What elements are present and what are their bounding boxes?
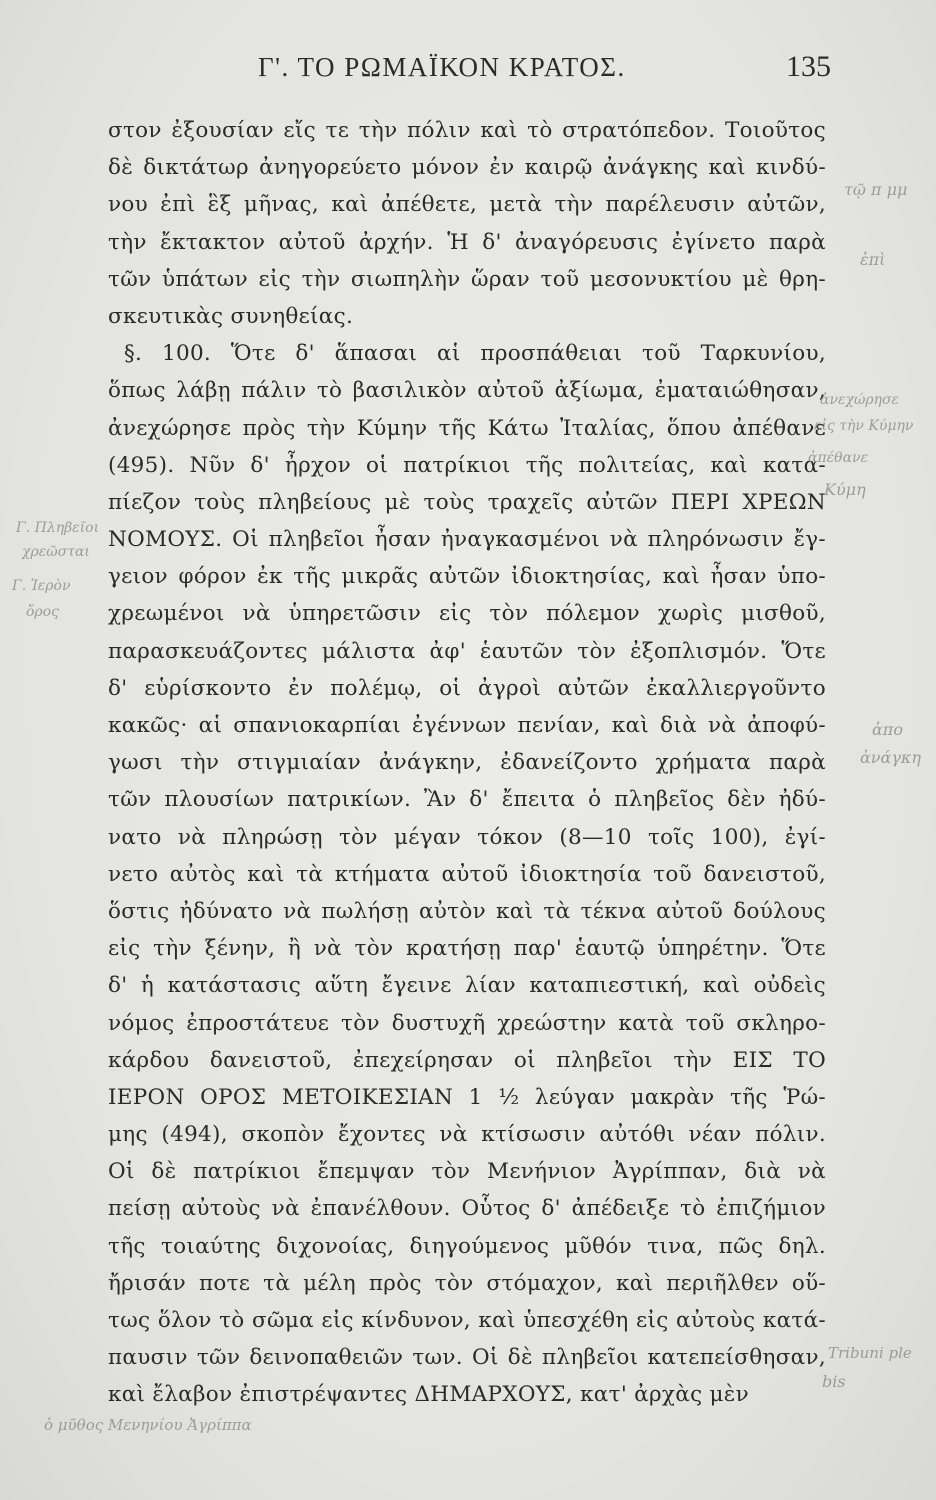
text-line: νετο αὐτὸς καὶ τὰ κτήματα αὐτοῦ ἰδιοκτησία τοῦ δανειστοῦ, [108,861,826,887]
text-line: τῶν πλουσίων πατρικίων. Ἂν δ' ἔπειτα ὁ πληβεῖος δὲν ἠδύ- [108,787,826,813]
text-line: δ' ἡ κατάστασις αὕτη ἔγεινε λίαν καταπιεστική, καὶ οὐδεὶς [108,973,826,999]
text-line: παρασκευάζοντες μάλιστα ἀφ' ἑαυτῶν τὸν ἐξοπλισμόν. Ὅτε [108,638,826,664]
page-number: 135 [786,50,831,83]
left-margin-notes [0,0,110,1500]
margin-note: Tribuni ple [828,1344,912,1362]
text-line: ὅστις ἠδύνατο νὰ πωλήσῃ αὐτὸν καὶ τὰ τέκνα αὐτοῦ δούλους [108,898,826,924]
margin-note: ἐπὶ [860,250,886,269]
page-header [0,52,936,102]
text-line: μης (494), σκοπὸν ἔχοντες νὰ κτίσωσιν αὐτόθι νέαν πόλιν. [108,1122,826,1148]
text-line: ΝΟΜΟΥΣ. Οἱ πληβεῖοι ἦσαν ἠναγκασμένοι νὰ πληρόνωσιν ἔγ- [108,527,826,553]
margin-note: ἀπο [872,720,903,739]
text-line: τῶν ὑπάτων εἰς τὴν σιωπηλὴν ὥραν τοῦ μεσονυκτίου μὲ θρη- [108,266,826,292]
text-line: πείσῃ αὐτοὺς νὰ ἐπανέλθουν. Οὗτος δ' ἀπέδειξε τὸ ἐπιζήμιον [108,1196,826,1222]
text-line: νου ἐπὶ ἓξ μῆνας, καὶ ἀπέθετε, μετὰ τὴν παρέλευσιν αὐτῶν, [108,192,826,218]
margin-note: χρεῶσται [22,544,90,560]
body-text [108,112,826,1414]
margin-note: τῷ π μμ [844,180,908,199]
text-line: κακῶς· αἱ σπανιοκαρπίαι ἐγέννων πενίαν, καὶ διὰ νὰ ἀποφύ- [108,713,826,738]
text-line: τῆς τοιαύτης διχονοίας, διηγούμενος μῦθόν τινα, πῶς δηλ. [108,1233,826,1259]
text-line: (495). Νῦν δ' ἦρχον οἱ πατρίκιοι τῆς πολιτείας, καὶ κατα- [108,452,826,478]
margin-note: ἀνάγκη [860,748,921,767]
text-line: ΙΕΡΟΝ ΟΡΟΣ ΜΕΤΟΙΚΕΣΙΑΝ 1 ½ λεύγαν μακρὰν τῆς Ῥώ- [108,1084,826,1110]
text-line: σκευτικὰς συνηθείας. [108,303,354,329]
margin-note: ὄρος [26,604,59,620]
text-line: παυσιν τῶν δεινοπαθειῶν των. Οἱ δὲ πληβεῖοι κατεπείσθησαν, [108,1345,826,1371]
text-line: γωσι τὴν στιγμιαίαν ἀνάγκην, ἐδανείζοντο χρήματα παρὰ [108,750,826,776]
margin-note: εἰς τὴν Κύμην [814,418,914,434]
text-line: ἤρισάν ποτε τὰ μέλη πρὸς τὸν στόμαχον, καὶ περιῆλθεν οὕ- [108,1270,826,1296]
text-line: νατο νὰ πληρώσῃ τὸν μέγαν τόκον (8—10 τοῖς 100), ἐγί- [108,824,826,850]
text-line: τως ὅλον τὸ σῶμα εἰς κίνδυνον, καὶ ὑπεσχέθη εἰς αὐτοὺς κατά- [108,1308,826,1333]
text-line: §. 100. Ὅτε δ' ἅπασαι αἱ προσπάθειαι τοῦ Ταρκυνίου, [124,341,826,367]
text-line: δ' εὑρίσκοντο ἐν πολέμῳ, οἱ ἀγροὶ αὐτῶν ἐκαλλιεργοῦντο [108,675,826,701]
text-line: ὅπως λάβῃ πάλιν τὸ βασιλικὸν αὐτοῦ ἀξίωμα, ἐματαιώθησαν, [108,378,826,404]
bottom-margin-note-area [0,1400,936,1460]
text-line: νόμος ἐπροστάτευε τὸν δυστυχῆ χρεώστην κατὰ τοῦ σκληρο- [108,1010,826,1036]
text-line: εἰς τὴν ξένην, ἢ νὰ τὸν κρατήσῃ παρ' ἑαυτῷ ὑπηρέτην. Ὅτε [108,936,826,962]
margin-note: ἀνεχώρησε [820,392,900,408]
margin-note: Γ. Ἱερὸν [12,578,71,594]
text-line: κάρδου δανειστοῦ, ἐπεχείρησαν οἱ πληβεῖοι τὴν ΕΙΣ ΤΟ [108,1047,826,1073]
right-margin-notes [800,0,936,1500]
text-line: Οἱ δὲ πατρίκιοι ἔπεμψαν τὸν Μενήνιον Ἀγρίππαν, διὰ νὰ [108,1159,826,1185]
text-line: στον ἐξουσίαν εἴς τε τὴν πόλιν καὶ τὸ στρατόπεδον. Τοιοῦτος [108,118,826,143]
margin-note: Κύμη [824,480,866,499]
text-line: ἀνεχώρησε πρὸς τὴν Κύμην τῆς Κάτω Ἰταλίας, ὅπου ἀπέθανε [108,415,826,441]
text-line: καὶ ἔλαβον ἐπιστρέψαντες ΔΗΜΑΡΧΟΥΣ, κατ' ἀρχὰς μὲν [108,1382,750,1408]
margin-note: bis [822,1372,846,1391]
margin-note: Γ. Πληβεῖοι [16,520,100,536]
text-line: γειον φόρον ἐκ τῆς μικρᾶς αὐτῶν ἰδιοκτησίας, καὶ ἦσαν ὑπο- [108,564,826,590]
margin-note: ἀπέθανε [808,450,869,466]
text-line: πίεζον τοὺς πληβείους μὲ τοὺς τραχεῖς αὐτῶν ΠΕΡΙ ΧΡΕΩΝ [108,489,826,515]
text-line: δὲ δικτάτωρ ἀνηγορεύετο μόνον ἐν καιρῷ ἀνάγκης καὶ κινδύ- [108,155,826,181]
margin-note: ὁ μῦθος Μενηνίου Ἀγρίππα [44,1416,252,1434]
text-line: χρεωμένοι νὰ ὑπηρετῶσιν εἰς τὸν πόλεμον χωρὶς μισθοῦ, [108,601,826,627]
running-head: Γ'. ΤΟ ΡΩΜΑΪΚΟΝ ΚΡΑΤΟΣ. [258,52,626,82]
text-line: τὴν ἔκτακτον αὐτοῦ ἀρχήν. Ἡ δ' ἀναγόρευσις ἐγίνετο παρὰ [108,229,826,255]
